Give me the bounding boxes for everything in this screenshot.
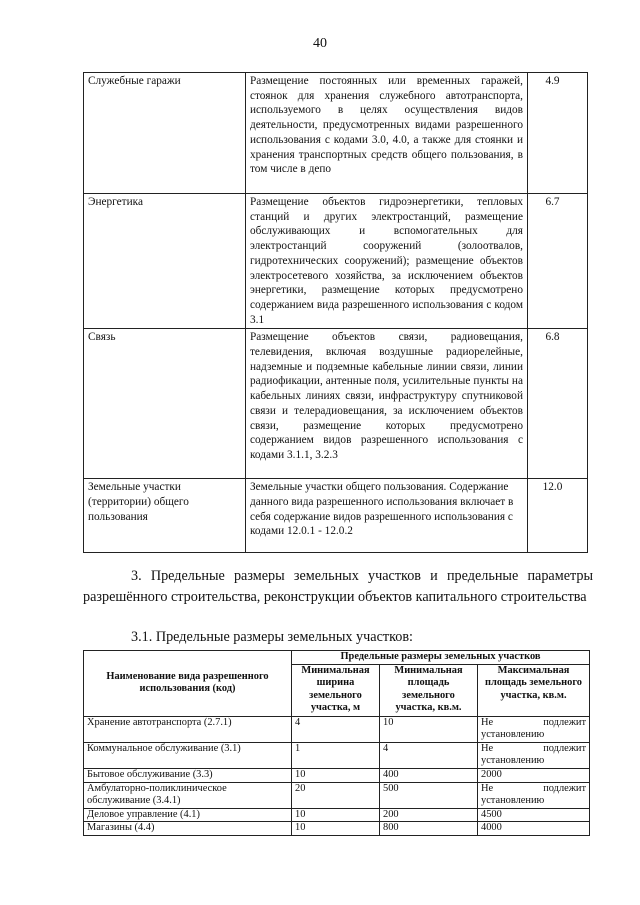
max-area-value: Не подлежит установлению [478, 782, 590, 808]
table-row [84, 808, 590, 822]
use-type-description: Земельные участки общего пользования. Содержание данного вида разрешенного использования включает в себя содержание видов разрешенного использования с кодами 12.0.1 - 12.0.2 [246, 479, 528, 553]
use-type-description: Размещение постоянных или временных гаражей, стоянок для хранения служебного автотранспорта, используемого в целях осуществления видов деятельности, предусмотренных видами разрешенного использования с кодами 3.0, 4.0, а также для стоянки и хранения транспортных средств общего пользования, в том числе в депо [246, 73, 528, 194]
use-type-name: Бытовое обслуживание (3.3) [84, 768, 292, 782]
use-type-name: Служебные гаражи [84, 73, 246, 194]
min-width-value: 10 [292, 768, 380, 782]
min-width-value: 10 [292, 808, 380, 822]
min-area-value: 400 [380, 768, 478, 782]
use-type-name: Коммунальное обслуживание (3.1) [84, 742, 292, 768]
header-group: Предельные размеры земельных участков [292, 651, 590, 665]
max-area-value: 4000 [478, 822, 590, 836]
page-number: 40 [313, 36, 327, 51]
max-area-value: Не подлежит установлению [478, 716, 590, 742]
table-row [84, 768, 590, 782]
max-area-value: 2000 [478, 768, 590, 782]
use-type-code: 6.8 [528, 329, 588, 479]
table-row [84, 194, 588, 329]
use-type-name: Хранение автотранспорта (2.7.1) [84, 716, 292, 742]
use-type-description: Размещение объектов гидроэнергетики, тепловых станций и других электростанций, размещение обслуживающих и вспомогательных для электростанций сооружений (золоотвалов, гидротехнических сооружений); размещение объектов электросетевого хозяйства, за исключением объектов энергетики, размещение которых предусмотрено содержанием вида разрешенного использования с кодом 3.1 [246, 194, 528, 329]
section-heading: 3. Предельные размеры земельных участков и предельные параметры разрешённого строительства, реконструкции объектов капитального строительства [83, 568, 593, 605]
land-plot-sizes-table [83, 650, 590, 836]
header-use-type: Наименование вида разрешенного использования (код) [84, 651, 292, 717]
header-min-width: Минимальная ширина земельного участка, м [292, 664, 380, 716]
table-row [84, 742, 590, 768]
min-area-value: 800 [380, 822, 478, 836]
min-width-value: 20 [292, 782, 380, 808]
min-area-value: 500 [380, 782, 478, 808]
land-use-types-table [83, 72, 588, 553]
use-type-name: Энергетика [84, 194, 246, 329]
use-type-code: 12.0 [528, 479, 588, 553]
use-type-name: Магазины (4.4) [84, 822, 292, 836]
header-row [84, 651, 590, 665]
max-area-value: 4500 [478, 808, 590, 822]
min-width-value: 1 [292, 742, 380, 768]
use-type-description: Размещение объектов связи, радиовещания, телевидения, включая воздушные радиорелейные, надземные и подземные кабельные линии связи, линии радиофикации, антенные поля, усилительные пункты на кабельных линиях связи, инфраструктуру спутниковой связи и телерадиовещания, за исключением объектов связи, размещение которых предусмотрено содержанием видов разрешенного использования с кодами 3.1.1, 3.2.3 [246, 329, 528, 479]
table-row [84, 782, 590, 808]
min-area-value: 10 [380, 716, 478, 742]
use-type-code: 4.9 [528, 73, 588, 194]
min-area-value: 200 [380, 808, 478, 822]
header-min-area: Минимальная площадь земельного участка, кв.м. [380, 664, 478, 716]
min-area-value: 4 [380, 742, 478, 768]
use-type-name: Земельные участки (территории) общего пользования [84, 479, 246, 553]
use-type-name: Деловое управление (4.1) [84, 808, 292, 822]
use-type-code: 6.7 [528, 194, 588, 329]
header-max-area: Максимальная площадь земельного участка, кв.м. [478, 664, 590, 716]
min-width-value: 4 [292, 716, 380, 742]
subsection-heading: 3.1. Предельные размеры земельных участков: [131, 629, 413, 645]
use-type-name: Связь [84, 329, 246, 479]
table-row [84, 822, 590, 836]
max-area-value: Не подлежит установлению [478, 742, 590, 768]
use-type-name: Амбулаторно-поликлиническое обслуживание (3.4.1) [84, 782, 292, 808]
table-row [84, 479, 588, 553]
table-row [84, 73, 588, 194]
min-width-value: 10 [292, 822, 380, 836]
table-row [84, 716, 590, 742]
table-row [84, 329, 588, 479]
